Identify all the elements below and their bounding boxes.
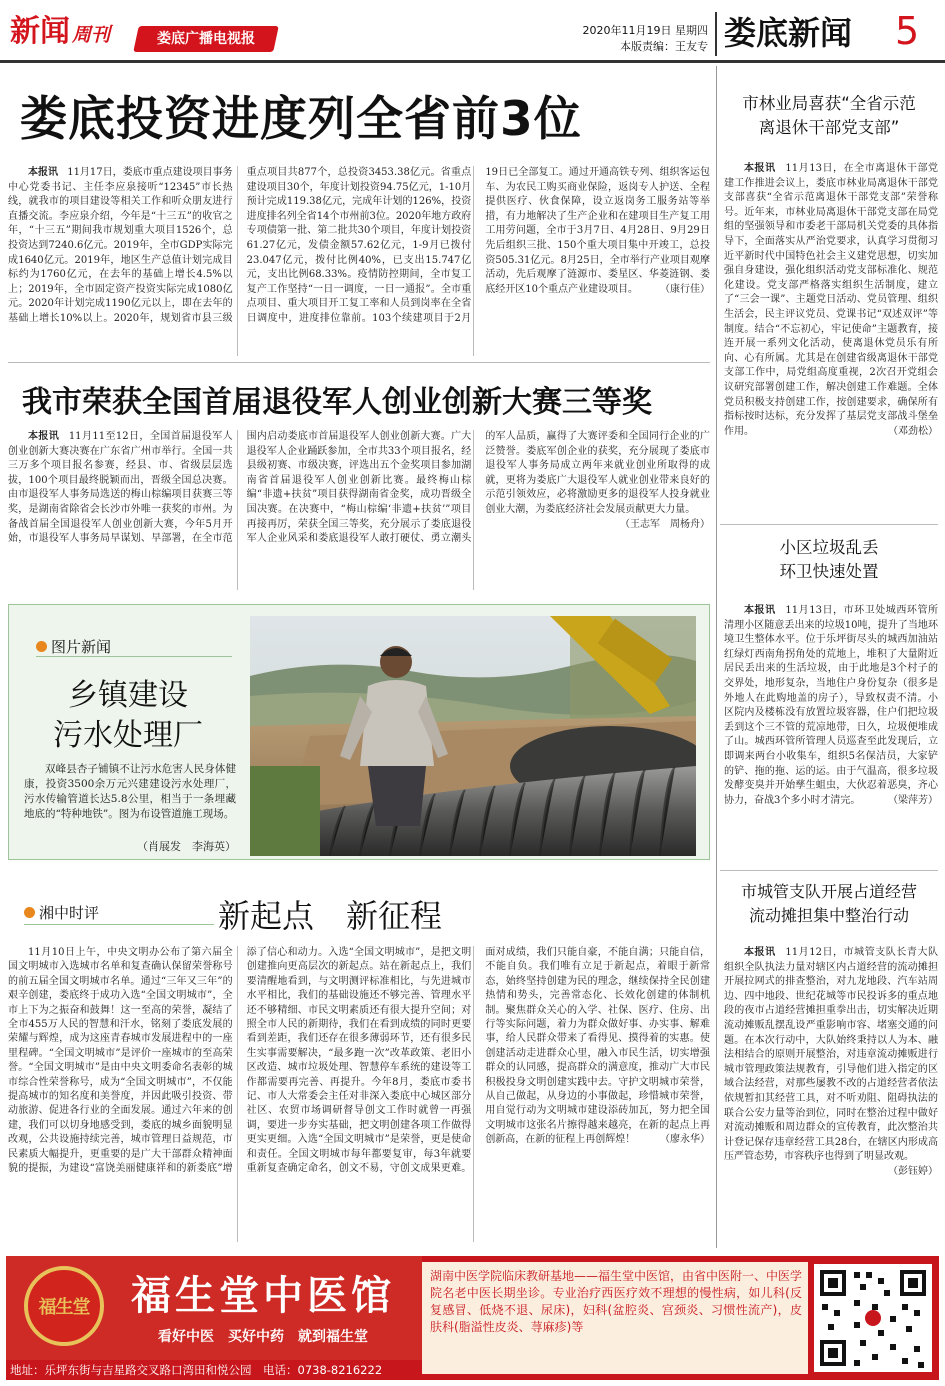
garbage-headline-line2: 环卫快速处置 [779,562,879,581]
garbage-headline [720,536,938,584]
photo-news-caption: 双峰县杏子铺镇不让污水危害人民身体健康，投资3500余万元兴建建设污水处理厂，污水传输管道长达5.8公里，相当于一条埋藏地底的“特种地铁”。图为布设管道施工现场。 [24,763,236,820]
column-headline: 新起点 新征程 [218,897,443,935]
ad-seal-text: 福生堂 [38,1297,90,1318]
logo [10,14,110,50]
lead-signature: （康行佳） [659,283,710,295]
right-column-divider [716,66,717,1248]
garbage-body [724,604,938,864]
garbage-byline: 本报讯 [744,605,776,616]
lead-body [8,166,710,358]
veteran-text: 11月11至12日，全国首届退役军人创业创新大赛决赛在广东省广州市举行。全国一共三万多个项目报名参赛，经县、市、省级层层选拔，100个项目最终脱颖而出，晋级全国总决赛。由市退役军人事务局选送的梅山棕编项目获赛三等奖，是湖南省除省会长沙市外唯一获奖的市州。为备战首届全国退役军人创业创新大赛，今年5月开始，市退役军人事务局早谋划、早部署，在全市范围内启动娄底市首届退役军人创业创新大赛。广大退役军人企业踊跃参加，全市共33个项目报名，经县级初赛、市级决赛，评选出五个金奖项目参加湖南省首届退役军人创业创新比赛。最终梅山棕编“非遗+扶贫”项目获得湖南省金奖，成功晋级全国决赛。在决赛中，“梅山棕编‘非遗+扶贫’”项目再接再厉，荣获全国三等奖，充分展示了娄底退役军人企业风采和娄底退役军人敢打硬仗、勇立潮头的军人品质，赢得了大赛评委和全国同行企业的广泛赞誉。娄底军创企业的获奖，充分展现了娄底市退役军人事务局成立两年来就业创业所取得的成就，更将为娄底广大退役军人就业创业带来良好的示范引领效应，必将激励更多的退役军人投身就业创业大潮，为娄底经济社会发展贡献更大力量。 [8,431,710,545]
masthead-rule [0,60,945,63]
column-signature: （廖永华） [659,1134,710,1146]
veteran-headline: 我市荣获全国首届退役军人创业创新大赛三等奖 [22,385,652,420]
column-text: 11月10日上午，中央文明办公布了第六届全国文明城市入选城市名单和复查确认保留荣誉称号的前五届全国文明城市名单。通过“三年又三年”的艰辛创建，娄底终于成功入选“全国文明城市”，全市上下为之振奋和鼓舞！这一至高的荣誉，凝结了全市455万人民的智慧和汗水，铭刻了娄底发展的荣耀与辉煌，成为这座青春城市发展进程中的一座里程碑。“全国文明城市”是评价一座城市的至高荣誉。“全国文明城市”是由中央文明委命名表彰的城市综合性荣誉称号，成为“全国文明城市”，不仅能提高城市的知名度和美誉度，并因此吸引投资、带动旅游、促进各行业的全面发展。通过六年来的创建，我们可以切身地感受到，娄底的城乡面貌明显改观，公共设施持续完善，城市管理日益规范，市民素质大幅提升，更重要的是广大干部群众精神面貌的提振，为建设“富饶美丽健康祥和的新娄底”增添了信心和动力。入选“全国文明城市”，是把文明创建推向更高层次的新起点。站在新起点上，我们要清醒地看到，与文明测评标准相比，与先进城市水平相比，我们的基础设施还不够完善、管理水平还不够精细、市民文明素质还有很大提升空间；对照全市人民的新期待，我们在看到成绩的同时更要看到差距，我们还存在很多薄弱环节，还有很多民生实事需要解决，“最多跑一次”改革政策、老旧小区改造、城市垃圾处理、智慧停车系统的建设等工作都需要再完善、再提升。今年8月，娄底市委书记、市人大常委会主任对非深入娄底中心城区部分社区、农贸市场调研督导创文工作时就曾一再强调，要进一步夯实基础，把文明创建各项工作做得更实更细。入选“全国文明城市”是荣誉，更是使命和责任。全国文明城市每年都要复审，每3年就要重新复查确定命名，创文不易，守创文成果更难。面对成绩，我们只能自豪，不能自满；只能自信，不能自负。我们唯有立足于新起点，着眼于新常态，始终坚持创建为民的理念，继续保持全民创建热情和势头，完善常态化、长效化创建的体制机制。聚焦群众关心的入学、社保、医疗、住房、出行等实际问题，着力为群众做好事、办实事、解难事，给人民群众带来了看得见、摸得着的实惠。使创建活动走进群众心里，融入市民生活，切实增强群众的认同感，提高群众的满意度，推动广大市民积极投身文明创建实践中去。守护文明城市荣誉，从自己做起，从身边的小事做起，珍惜城市荣誉，用自觉行动为文明城市建设添砖加瓦，努力把全国文明城市这张名片擦得越来越亮，在新的起点上再创新高，在新的征程上再创辉煌！ [8,947,710,1175]
construction-photo-svg [250,616,696,856]
col-rule [237,166,238,356]
issue-date: 2020年11月19日 星期四 [582,24,708,37]
page-number: 5 [895,9,920,53]
forestry-signature: （邓劲松） [888,425,938,437]
col-rule [473,946,474,1242]
garbage-text: 11月13日，市环卫处城西环管所清理小区随意丢出来的垃圾10吨，提升了当地环境卫生整体水平。位于乐坪街尽头的城西加油站红绿灯西南角拐角处的荒地上，堆积了大量附近居民丢出来的生活垃圾，由于此地是3个村子的交界处，地形复杂，当地住户身份复杂（很多是外地人在此购地盖的房子），导致权责不清。小区院内及楼栋没有放置垃圾容器，住户们把垃圾丢到这个三不管的荒凉地带，日久，垃圾便堆成了山。城西环管所管理人员巡查至此发现后，立即调来两台小收集车，组织5名保洁员，大家铲的铲、拖的拖、运的运。由于气温高，很多垃圾发酵变臭并开始孳生蛆虫，大伙忍着恶臭，齐心协力，奋战3个多小时才清完。 [724,605,938,806]
garbage-headline-line1: 小区垃圾乱丢 [779,538,879,557]
ad-slogan: 看好中医 买好中药 就到福生堂 [158,1329,368,1345]
logo-main: 新闻 [10,14,70,49]
column-label [24,902,99,923]
qr-code-svg [814,1264,932,1372]
forestry-text: 11月13日，在全市离退休干部党建工作推进会议上，娄底市林业局离退休干部党支部喜获“全省示范离退休干部党支部”荣誉称号。近年来，市林业局离退休干部党支部在局党组的坚强领导和市委老干部局机关党委的具体指导下，全面落实从严治党要求，认真学习贯彻习近平新时代中国特色社会主义建党思想，切实加强自身建设，强化组织活动党支部标准化、规范化建设。党支部严格落实组织生活制度，建立了“三会一课”、主题党日活动、党员管理、组织生活会，民主评议党员、党课书记“双述双评”等制度。结合“不忘初心，牢记使命”主题教育，接连开展一系列文化活动，使离退休党员乐有所向、心有所属。尤其是在创建省级离退休干部党支部工作中，局党组高度重视，2次召开党组会议研究部署创建工作，解决创建工作难题。全体党员积极支持创建工作，按创建要求，确保所有指标按时达标，充分发挥了基层党支部战斗堡垒作用。 [724,163,938,437]
logo-sub: 周刊 [72,24,111,46]
col-rule [237,430,238,590]
ad-description: 湖南中医学院临床教研基地——福生堂中医馆，由省中医附一、中医学院名老中医长期坐诊。专业治疗西医疗效不理想的慢性病，如儿科(反复感冒、低烧不退、尿床)，妇科(盆腔炎、宫颈炎、习惯性流产)，皮肤科(脂溢性皮炎、荨麻疹)等 [430,1269,803,1334]
section-divider [720,870,938,871]
photo-news-label [36,636,111,657]
veteran-body [8,430,710,592]
label-dot-icon [36,641,47,652]
forestry-headline-line1: 市林业局喜获“全省示范 [742,94,916,113]
chengguan-signature: （彭钰婷） [888,1165,938,1177]
qr-code [814,1264,932,1372]
forestry-body [724,162,938,520]
forestry-byline: 本报讯 [744,163,776,174]
col-rule [473,430,474,590]
forestry-headline-line2: 离退休干部党支部” [758,118,900,137]
forestry-headline [720,92,938,140]
ad-seal [24,1266,104,1346]
photo-news-title-line2: 污水处理厂 [53,718,203,753]
section-divider [720,524,938,525]
photo-news-title-line1: 乡镇建设 [68,678,188,713]
lead-text: 11月17日，娄底市重点建设项目事务中心党委书记、主任李应泉接听“12345”市长热线，就我市的项目建设等相关工作和听众朋友进行直播交流。李应泉介绍，今年是“十三五”的收官之年，“十三五”期间我市规划重大项目1526个，总投资达到7240.6亿元。2019年，全市GDP实际完成1640亿元。2019年，地区生产总值计划完成目标约为1760亿元，在去年的基础上增长4.5%以上；2019年，全市固定资产投资实际完成1080亿元。2020年计划完成1190亿元以上，即在去年的基础上增长10%以上。2020年，规划省市县三级重点项目共877个，总投资3453.38亿元。省重点建设项目30个，年度计划投资94.75亿元，1-10月预计完成119.38亿元，完成年计划的126%，投资进度排名列全省14个市州前3位。2020年地方政府专项债第一批、第二批共30个项目，年度计划投资61.27亿元，发债金额57.62亿元，1-9月已拨付23.047亿元，拨付比例40%，已支出15.747亿元，支出比例68.33%。疫情防控期间，全市复工复产工作坚持“一日一调度，一日一通报”。全市重点项目、重大项目开工复工率和人员到岗率在全省日调度中，进度排位靠前。103个续建项目于2月19日已全部复工。通过开通高铁专列、组织客运包车、为农民工购买商业保险，返岗专人护送、全程提供医疗、伙食保障，设立返岗务工服务站等举措，有力地解决了生产企业和在建项目生产复工用工用劳问题，全市于3月7日、4月28日、9月29日先后组织三批、150个重大项目集中开竣工，总投资505.31亿元。8月25日，全市举行产业项目观摩活动，先后观摩了涟源市、娄星区、华菱涟钢、娄底经开区10个重点产业建设项目。 [8,167,710,324]
chengguan-headline-line1: 市城管支队开展占道经营 [740,882,917,901]
chengguan-body [724,946,938,1242]
label-underline [24,924,214,925]
lead-headline: 娄底投资进度列全省前3位 [20,92,582,147]
photo-news-label-text: 图片新闻 [51,638,112,656]
col-rule [473,166,474,356]
section-title: 娄底新闻 [724,14,853,52]
tagline: 娄底广播电视报 [157,31,255,47]
photo-news-credit: （肖展发 李海英） [137,840,236,853]
lead-byline: 本报讯 [28,167,59,178]
column-label-text: 湘中时评 [39,904,100,922]
chengguan-headline [720,880,938,928]
masthead [0,0,945,62]
column-body [8,946,710,1246]
col-rule [237,946,238,1242]
ad-address: 地址：乐坪东街与吉星路交叉路口湾田和悦公园 电话：0738-8216222 [10,1363,383,1377]
page-editor: 本版责编：王友专 [620,40,708,53]
chengguan-headline-line2: 流动摊担集中整治行动 [748,906,909,925]
photo-news-title [20,676,236,756]
label-dot-icon [24,907,35,918]
masthead-divider [715,12,717,56]
chengguan-text: 11月12日，市城管支队长青大队组织全队执法力量对辖区内占道经营的流动摊担开展拉网式的排查整治，对九龙地段、汽车站周边、四中地段、世纪花城等市民投诉多的重点地段的夜市占道经营摊担重拳出击，切实解决近期流动摊贩乱摆乱设严重影响市容、堵塞交通的问题。在本次行动中，大队始终秉持以人为本、融法相结合的原则开展整治，对违章流动摊贩进行城市管理政策法规教育，引导他们进入指定的区域合法经营，对那些屡教不改的占道经营者依法依规暂扣其经营工具，对不听劝阻、阻碍执法的联合公安力量等治到位，同时在整治过程中做好对流动摊贩和周边群众的宣传教育，此次整治共计登记保存违章经营工具28台，在辖区内形成高压严管态势，市容秩序也得到了明显改观。 [724,947,938,1163]
ad-brand: 福生堂中医馆 [131,1272,395,1319]
section-divider [8,362,710,363]
chengguan-byline: 本报讯 [744,947,776,958]
veteran-signature: （王志军 周杨舟） [619,518,710,530]
garbage-signature: （梁萍芳） [888,794,938,806]
construction-photo [250,616,696,856]
veteran-byline: 本报讯 [28,431,60,442]
label-underline [36,656,232,657]
